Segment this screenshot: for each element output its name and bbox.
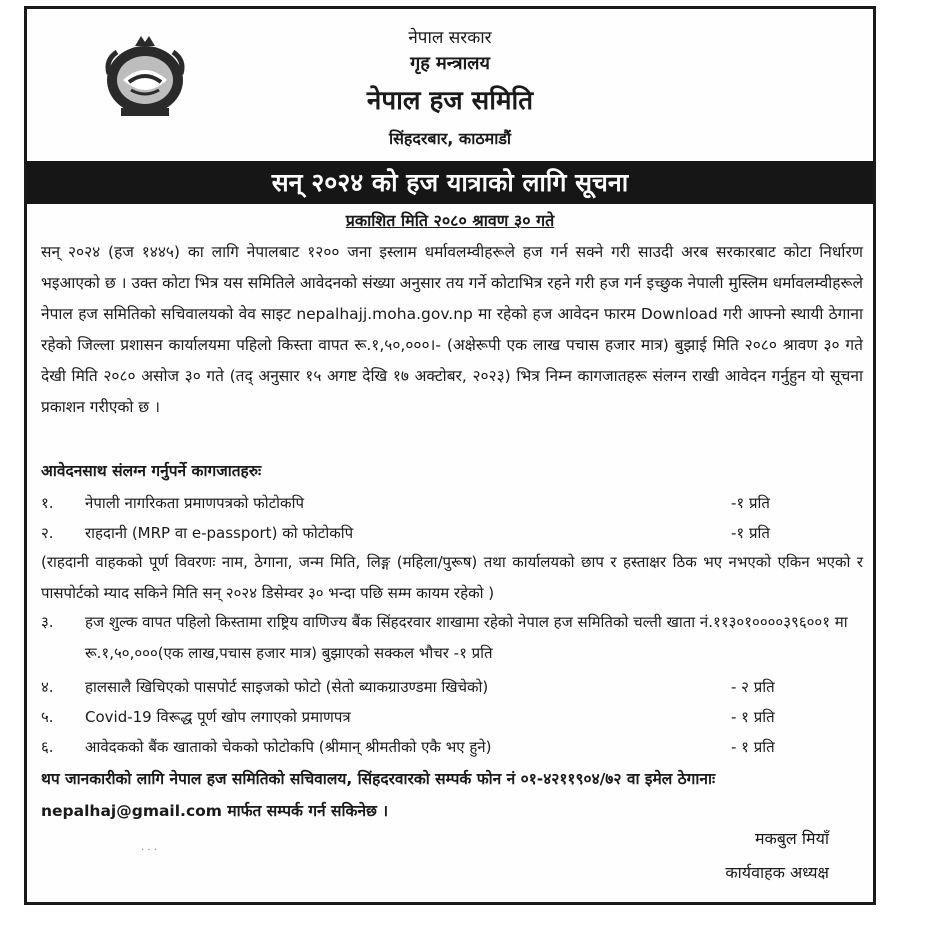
signatory-name: मकबुल मियाँ: [754, 829, 829, 848]
item-number: ५.: [41, 708, 54, 726]
item-number: ४.: [41, 678, 54, 696]
notice-body-paragraph: सन् २०२४ (हज १४४५) का लागि नेपालबाट १२०० जना इस्लाम धर्मावलम्वीहरूले हज गर्न सक्ने गरी साउदी अरब सरकारबाट कोटा निर्धारण भइआएको छ । उक्त कोटा भित्र यस समितिले आवेदनको संख्या अनुसार तय गर्ने कोटाभित्र रहने गरी हज गर्न इच्छुक नेपाली मुस्लिम धर्मावलम्वीहरूले नेपाल हज समितिको सचिवालयको वेव साइट nepalhajj.moha.gov.np मा रहेको हज आवेदन फारम Download गरी आफ्नो स्थायी ठेगाना रहेको जिल्ला प्रशासन कार्यालयमा पहिलो किस्ता वापत रू.१,५०,०००।- (अक्षेरूपी एक लाख पचास हजार मात्र) बुझाई मिति २०८० श्रावण ३० गते देखी मिति २०८० असोज ३० गते (तद् अनुसार १५ अगष्ट देखि १७ अक्टोबर, २०२३) भित्र निम्न कागजातहरू संलग्न राखी आवेदन गर्नुहुन यो सूचना प्रकाशन गरीएको छ ।: [41, 243, 863, 416]
item-text: नेपाली नागरिकता प्रमाणपत्रको फोटोकपि: [85, 494, 304, 512]
item-count: -१ प्रति: [731, 524, 770, 542]
passport-note: (राहदानी वाहकको पूर्ण विवरणः नाम, ठेगाना, जन्म मिति, लिङ्ग (महिला/पुरूष) तथा कार्यालयको छाप र हस्ताक्षर ठिक भए नभएको एकिन भएको र पासपोर्टको म्याद सकिने मिति सन् २०२४ डिसेम्वर ३० भन्दा पछि सम्म कायम रहेको ): [41, 553, 863, 602]
item-text: Covid-19 विरूद्ध पूर्ण खोप लगाएको प्रमाणपत्र: [85, 708, 351, 726]
item-number: २.: [41, 524, 54, 542]
government-name: नेपाल सरकार: [408, 28, 492, 48]
signatory-title: कार्यवाहक अध्यक्ष: [725, 863, 829, 882]
contact-info: थप जानकारीको लागि नेपाल हज समितिको सचिवालय, सिंहदरवारको सम्पर्क फोन नं ०१-४२११९०४/७२ वा इमेल ठेगानाः nepalhaj@gmail.com मार्फत सम्पर्क गर्न सकिनेछ ।: [41, 770, 716, 820]
ministry-name: गृह मन्त्रालय: [410, 53, 490, 74]
item-number: १.: [41, 494, 54, 512]
item-count: - १ प्रति: [731, 738, 775, 756]
item-number: ६.: [41, 738, 54, 756]
item-count: -१ प्रति: [731, 494, 770, 512]
item-text: राहदानी (MRP वा e-passport) को फोटोकपि: [85, 524, 354, 542]
committee-name: नेपाल हज समिति: [366, 86, 534, 116]
documents-heading: आवेदनसाथ संलग्न गर्नुपर्ने कागजातहरुः: [41, 462, 262, 480]
notice-frame: [24, 6, 876, 905]
item-text: हज शुल्क वापत पहिलो किस्तामा राष्ट्रिय वाणिज्य बैंक सिंहदरवार शाखामा रहेको नेपाल हज समितिको चल्ती खाता नं.११३०१००००३९६००१ मा रू.१,५०,०००(एक लाख,पचास हजार मात्र) बुझाएको सक्कल भौचर -१ प्रति: [85, 613, 848, 662]
item-number: ३.: [41, 613, 54, 631]
scan-specks: · · ·: [141, 845, 157, 856]
committee-address: सिंहदरबार, काठमाडौं: [388, 129, 512, 148]
published-date: प्रकाशित मिति २०८० श्रावण ३० गते: [345, 211, 555, 230]
item-count: - २ प्रति: [731, 678, 775, 696]
item-text: आवेदकको बैंक खाताको चेकको फोटोकपि (श्रीमान् श्रीमतीको एकै भए हुने): [85, 738, 492, 756]
notice-title-banner: सन् २०२४ को हज यात्राको लागि सूचना: [27, 161, 873, 204]
item-count: - १ प्रति: [731, 708, 775, 726]
item-text: हालसालै खिचिएको पासपोर्ट साइजको फोटो (सेतो ब्याकग्राउण्डमा खिचेको): [85, 678, 489, 696]
